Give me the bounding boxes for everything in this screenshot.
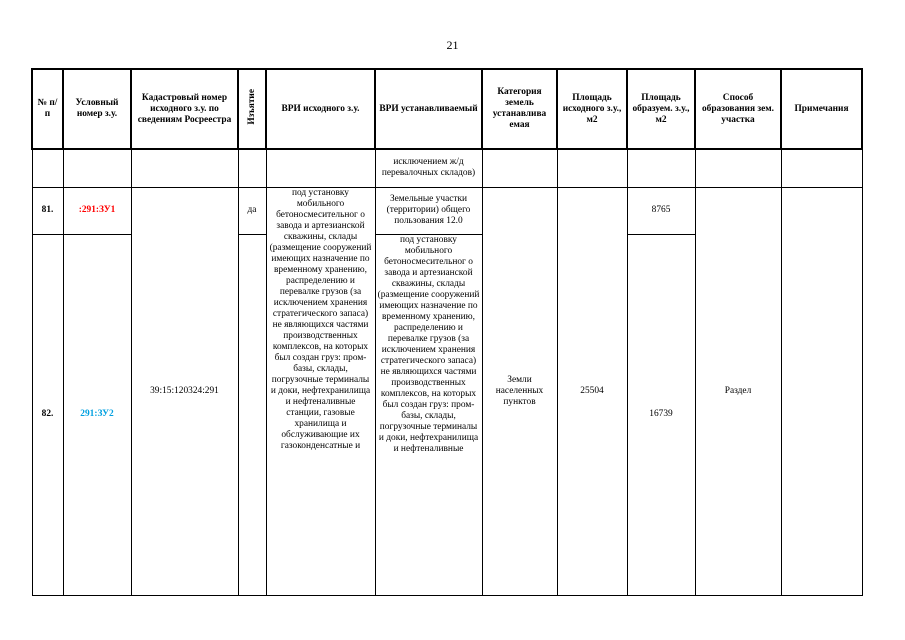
- row81-area-new: 8765: [627, 187, 695, 234]
- header-conditional-number: Условный номер з.у.: [63, 69, 131, 149]
- table-row: [32, 187, 862, 234]
- cadastral-number: 39:15:120324:291: [131, 187, 238, 595]
- row82-num: 82.: [32, 234, 63, 595]
- header-area-source: Площадь исходного з.у., м2: [557, 69, 627, 149]
- row82-conditional-number: 291:ЗУ2: [63, 234, 131, 595]
- header-formation-method: Способ образования зем. участка: [695, 69, 781, 149]
- row81-seizure: да: [238, 187, 266, 234]
- row81-num: 81.: [32, 187, 63, 234]
- header-cadastral-number: Кадастровый номер исходного з.у. по сведениям Росреестра: [131, 69, 238, 149]
- page-number: 21: [446, 38, 459, 52]
- row82-area-new: 16739: [627, 234, 695, 595]
- formation-method: Раздел: [695, 187, 781, 595]
- continuation-row: [32, 149, 862, 187]
- header-seizure-label: Изъятие: [246, 89, 257, 125]
- header-notes: Примечания: [781, 69, 862, 149]
- continuation-vri-set: исключением ж/д перевалочных складов): [375, 149, 482, 187]
- land-plot-table: [31, 68, 863, 596]
- header-land-category: Категория земель устанавлива емая: [482, 69, 557, 149]
- vri-source: [266, 187, 375, 595]
- area-source: 25504: [557, 187, 627, 595]
- land-category: Земли населенных пунктов: [482, 187, 557, 595]
- row82-vri-set: [375, 234, 482, 595]
- row81-vri-set: Земельные участки (территории) общего пользования 12.0: [375, 187, 482, 234]
- header-area-new: Площадь образуем. з.у., м2: [627, 69, 695, 149]
- row82-seizure: [238, 234, 266, 595]
- notes: [781, 187, 862, 595]
- header-num: № п/п: [32, 69, 63, 149]
- header-vri-source: ВРИ исходного з.у.: [266, 69, 375, 149]
- header-row: [32, 69, 862, 149]
- header-vri-set: ВРИ устанавливаемый: [375, 69, 482, 149]
- row81-conditional-number: :291:ЗУ1: [63, 187, 131, 234]
- row82-vri-set-text: под установку мобильного бетоносмесительног о завода и артезианской скважины, склады (размещение сооружений имеющих назначение по временному хранению, распределению и перевалке грузов (за исключением хранения стратегического запаса) не являющихся частями производственных комплексов, на которых был создан груз: пром-базы, склады, погрузочные терминалы и доки, нефтехранилища и нефтеналивные: [377, 234, 480, 454]
- vri-source-text: под установку мобильного бетоносмесительног о завода и артезианской скважины, склады (размещение сооружений имеющих назначение по временному хранению, распределению и перевалке грузов (за исключением хранения стратегического запаса) не являющихся частями производственных комплексов, на которых был создан груз: пром-базы, склады, погрузочные терминалы и доки, нефтехранилища и нефтеналивные станции, газовые хранилища и обслуживающие их газоконденсатные и: [269, 187, 372, 451]
- header-seizure: [238, 69, 266, 149]
